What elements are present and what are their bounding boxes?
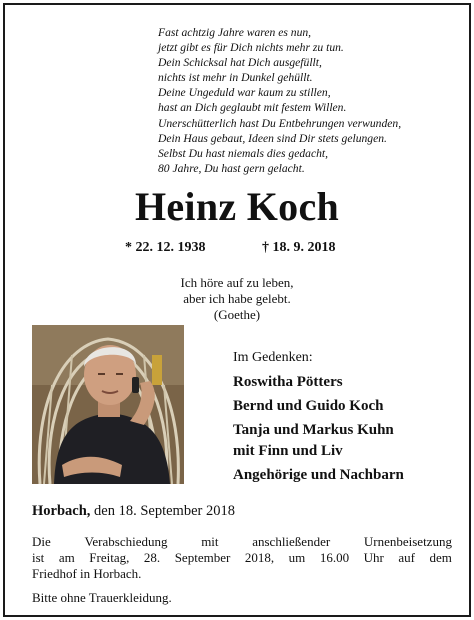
notice-word: Freitag, xyxy=(89,550,130,565)
poem xyxy=(158,25,468,176)
notice-word: mit xyxy=(201,534,219,549)
notice-word: 16.00 xyxy=(319,550,350,565)
poem-line: hast an Dich geglaubt mit festem Willen. xyxy=(158,101,347,115)
poem-line: nichts ist mehr in Dunkel gehüllt. xyxy=(158,71,313,85)
mourner-name: Angehörige und Nachbarn xyxy=(233,467,404,483)
notice-word: Urnenbeisetzung xyxy=(363,534,452,549)
notice-word: 2018, xyxy=(244,550,275,565)
notice-word: ist xyxy=(32,550,45,565)
obituary-frame xyxy=(3,3,471,617)
notice-line-2 xyxy=(32,550,452,566)
poem-line: Dein Haus gebaut, Ideen sind Dir stets gelungen. xyxy=(158,131,387,145)
memorial-list xyxy=(233,347,468,486)
notice-word: dem xyxy=(429,550,452,565)
poem-line: Selbst Du hast niemals dies gedacht, xyxy=(158,146,329,160)
poem-line: Deine Ungeduld war kaum zu stillen, xyxy=(158,86,331,100)
notice-word: Uhr xyxy=(363,550,384,565)
birth-date: * 22. 12. 1938 xyxy=(125,240,206,255)
deceased-name: Heinz Koch xyxy=(134,184,340,229)
notice-word: anschließender xyxy=(252,534,331,549)
mourner-name: Roswitha Pötters xyxy=(233,374,343,390)
notice-word: um xyxy=(288,550,306,565)
quote-author: (Goethe) xyxy=(213,307,261,322)
date: den 18. September 2018 xyxy=(90,503,235,519)
poem-line: Dein Schicksal hat Dich ausgefüllt, xyxy=(158,56,322,70)
funeral-notice xyxy=(32,534,452,582)
notice-word: auf xyxy=(398,550,415,565)
poem-line: Fast achtzig Jahre waren es nun, xyxy=(158,26,312,39)
notice-word: Die xyxy=(32,534,51,549)
quote-line: Ich höre auf zu leben, xyxy=(180,275,294,290)
mourner-name: Bernd und Guido Koch xyxy=(233,398,384,414)
notice-line-1 xyxy=(32,534,452,550)
place: Horbach, xyxy=(32,503,91,519)
portrait-image xyxy=(32,325,184,484)
mourner-name: mit Finn und Liv xyxy=(233,443,343,459)
place-date-line xyxy=(32,502,235,520)
mourner-name: Tanja und Markus Kuhn xyxy=(233,422,394,438)
notice-word: 28. xyxy=(143,550,161,565)
goethe-quote xyxy=(5,275,469,323)
notice-word: September xyxy=(174,550,231,565)
memorial-heading: Im Gedenken: xyxy=(233,350,313,365)
notice-word: Verabschiedung xyxy=(84,534,168,549)
poem-line: Unerschütterlich hast Du Entbehrungen verwunden, xyxy=(158,116,402,130)
notice-line-3: Friedhof in Horbach. xyxy=(32,566,142,581)
poem-line: 80 Jahre, Du hast gern gelacht. xyxy=(158,161,305,175)
notice-word: am xyxy=(58,550,75,565)
quote-line: aber ich habe gelebt. xyxy=(183,291,291,306)
death-date: † 18. 9. 2018 xyxy=(262,240,336,255)
dress-code-note: Bitte ohne Trauerkleidung. xyxy=(32,590,172,605)
poem-line: jetzt gibt es für Dich nichts mehr zu tun. xyxy=(158,41,344,55)
portrait-photo xyxy=(32,325,184,484)
